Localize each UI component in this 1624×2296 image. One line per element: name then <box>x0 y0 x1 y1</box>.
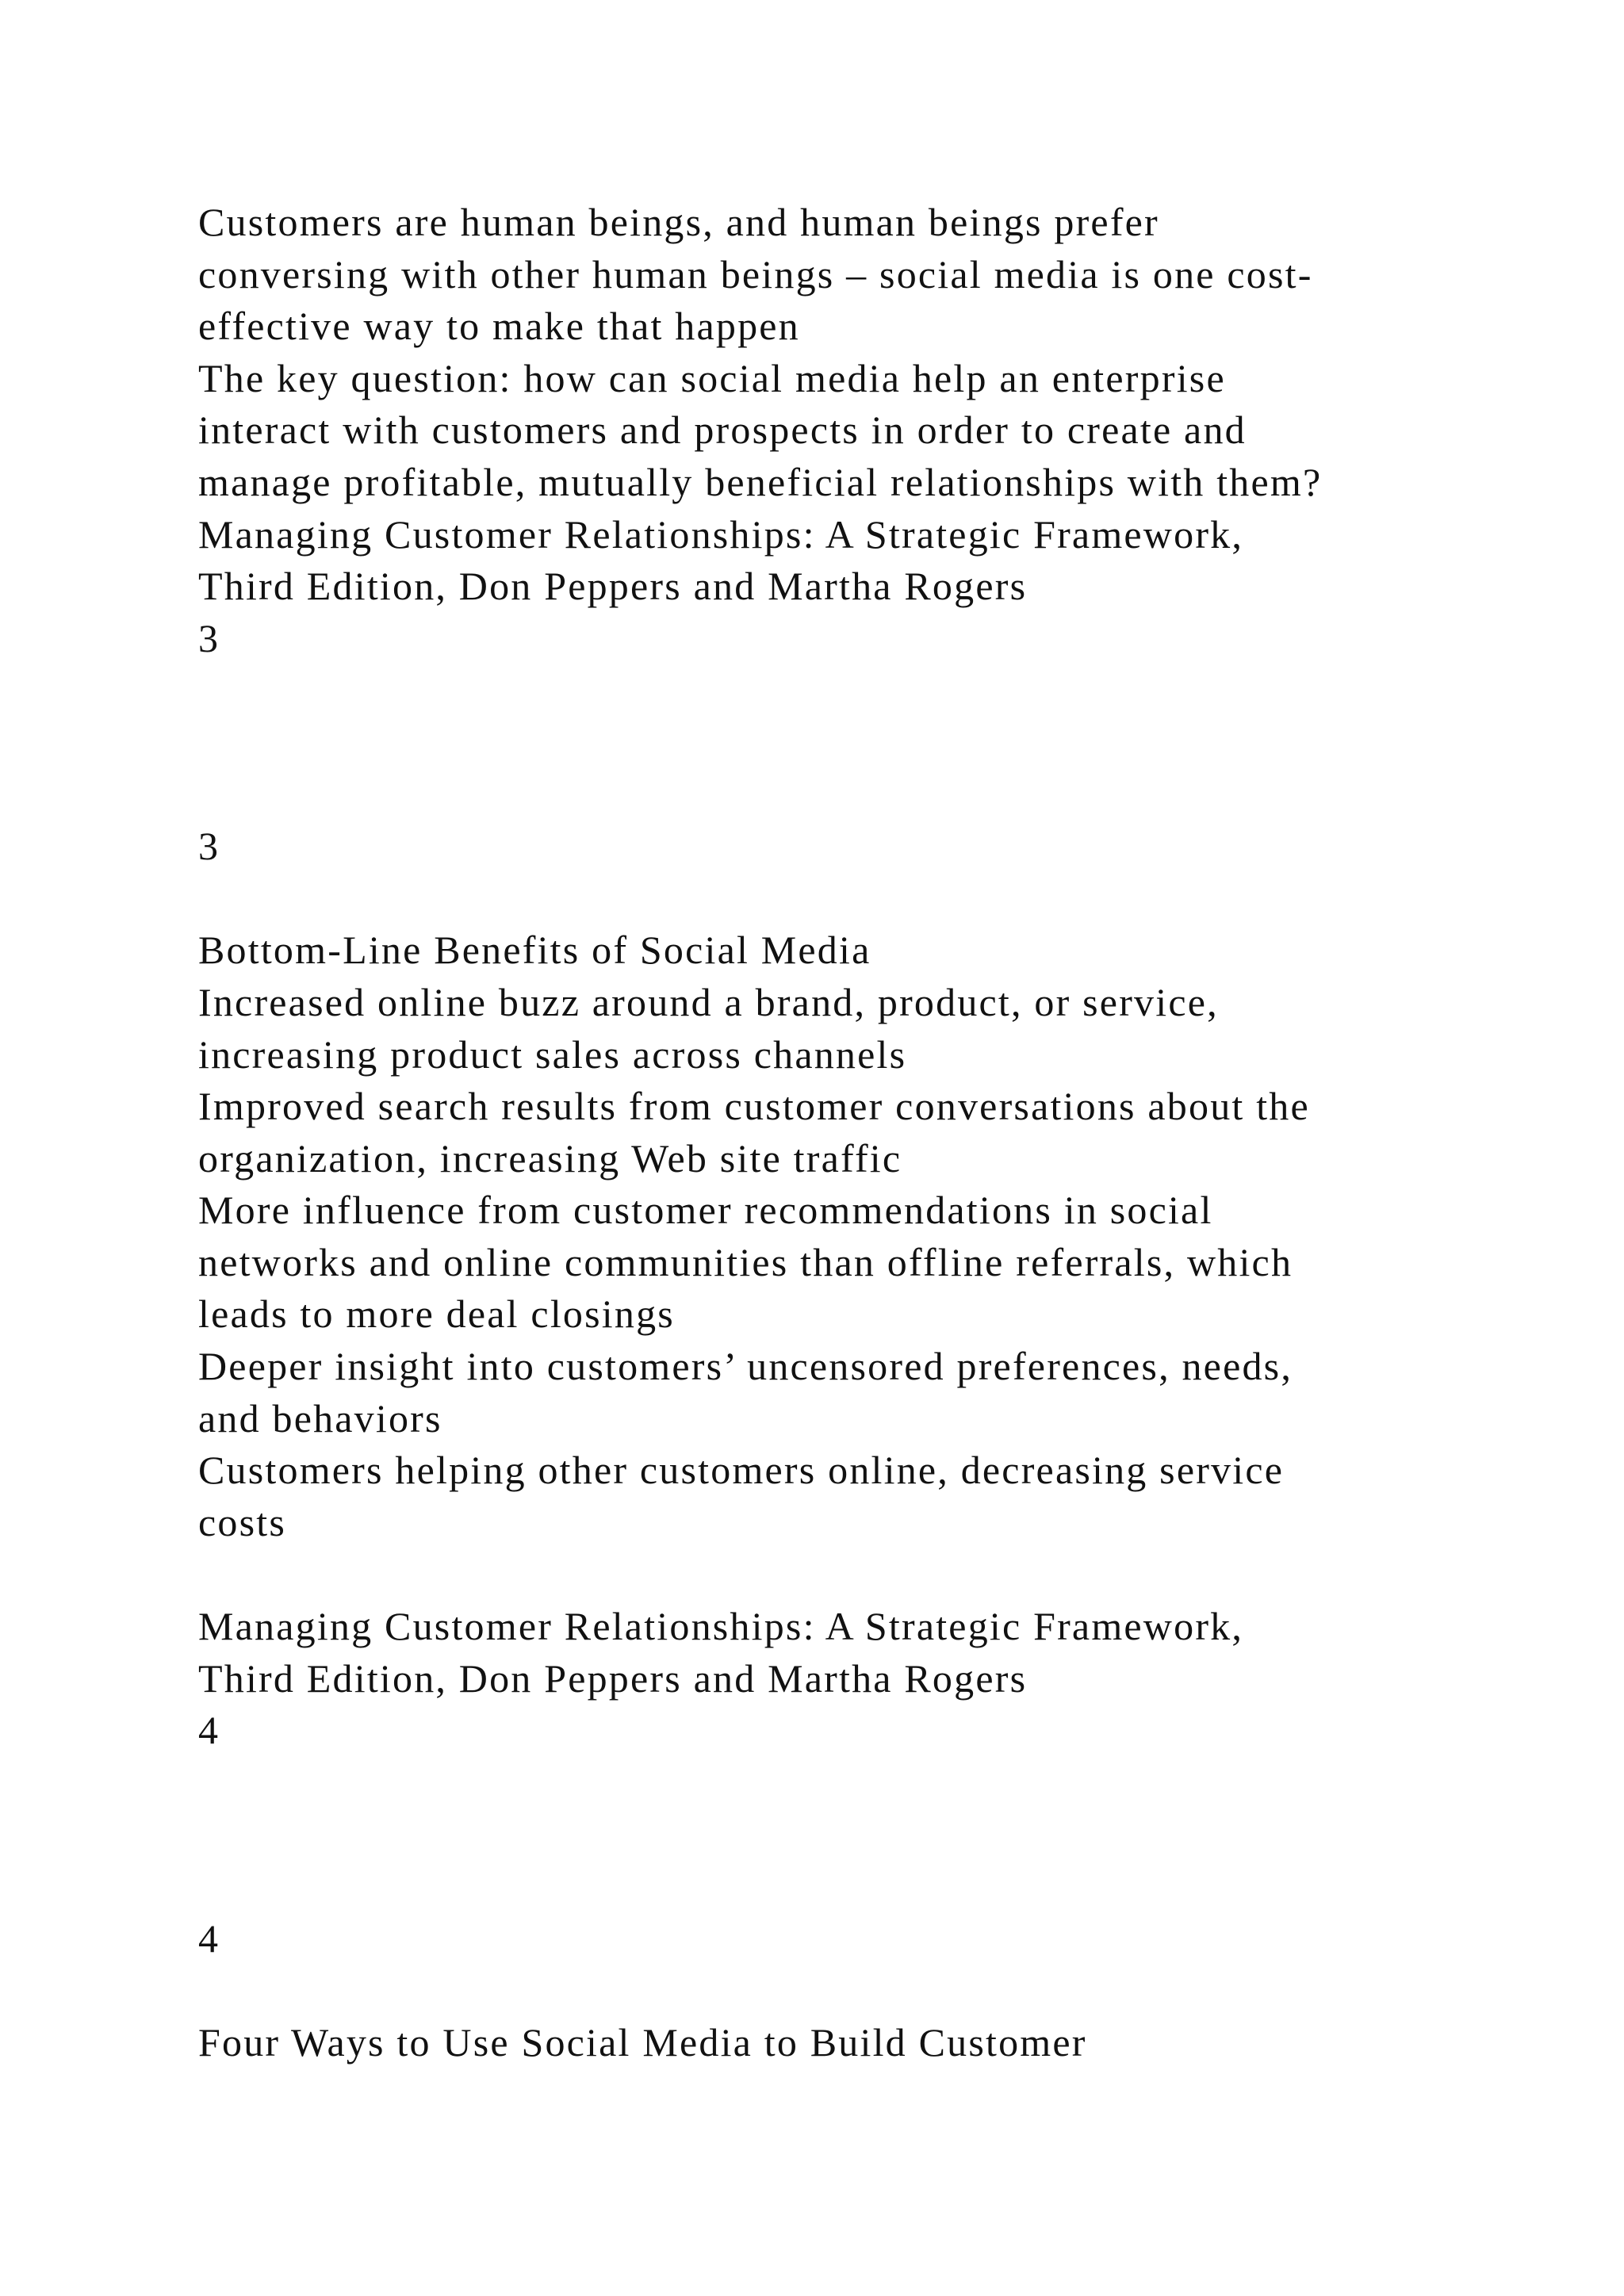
body-line: Deeper insight into customers’ uncensored preferences, needs, <box>198 1344 1293 1389</box>
blank-line <box>198 1548 1546 1601</box>
body-line: increasing product sales across channels <box>198 1031 907 1077</box>
body-line: Customers are human beings, and human beings prefer <box>198 200 1159 244</box>
body-line: More influence from customer recommendations in social <box>198 1188 1213 1233</box>
body-line: interact with customers and prospects in order to create and <box>198 408 1247 453</box>
blank-line <box>198 1757 1546 1809</box>
slide-number: 4 <box>198 1708 220 1753</box>
slide-number: 3 <box>198 824 220 869</box>
body-line: manage profitable, mutually beneficial relationships with them? <box>198 459 1323 504</box>
citation-line: Third Edition, Don Peppers and Martha Rogers <box>198 1655 1028 1701</box>
blank-line <box>198 664 1546 717</box>
section-heading: Four Ways to Use Social Media to Build Customer <box>198 2019 1087 2064</box>
body-line: Customers helping other customers online, decreasing service <box>198 1448 1285 1493</box>
blank-line <box>198 1965 1546 2017</box>
slide-number: 4 <box>198 1915 220 1961</box>
section-heading: Bottom-Line Benefits of Social Media <box>198 928 871 973</box>
body-line: leads to more deal closings <box>198 1292 675 1337</box>
citation-line: Managing Customer Relationships: A Strategic Framework, <box>198 1604 1244 1649</box>
blank-line <box>198 717 1546 769</box>
body-line: Increased online buzz around a brand, product, or service, <box>198 979 1219 1024</box>
body-line: Improved search results from customer conversations about the <box>198 1084 1310 1129</box>
body-line: conversing with other human beings – social media is one cost- <box>198 251 1313 297</box>
blank-line <box>198 1861 1546 1913</box>
slide-number: 3 <box>198 615 220 660</box>
body-line: organization, increasing Web site traffic <box>198 1135 902 1181</box>
blank-line <box>198 1808 1546 1861</box>
body-line: The key question: how can social media help an enterprise <box>198 355 1226 400</box>
body-line: effective way to make that happen <box>198 304 800 349</box>
citation-line: Third Edition, Don Peppers and Martha Rogers <box>198 564 1028 609</box>
citation-line: Managing Customer Relationships: A Strategic Framework, <box>198 511 1244 557</box>
blank-line <box>198 769 1546 821</box>
body-line: costs <box>198 1499 286 1544</box>
document-body <box>198 197 1546 2068</box>
body-line: networks and online communities than offline referrals, which <box>198 1239 1293 1284</box>
body-line: and behaviors <box>198 1395 442 1441</box>
blank-line <box>198 873 1546 925</box>
